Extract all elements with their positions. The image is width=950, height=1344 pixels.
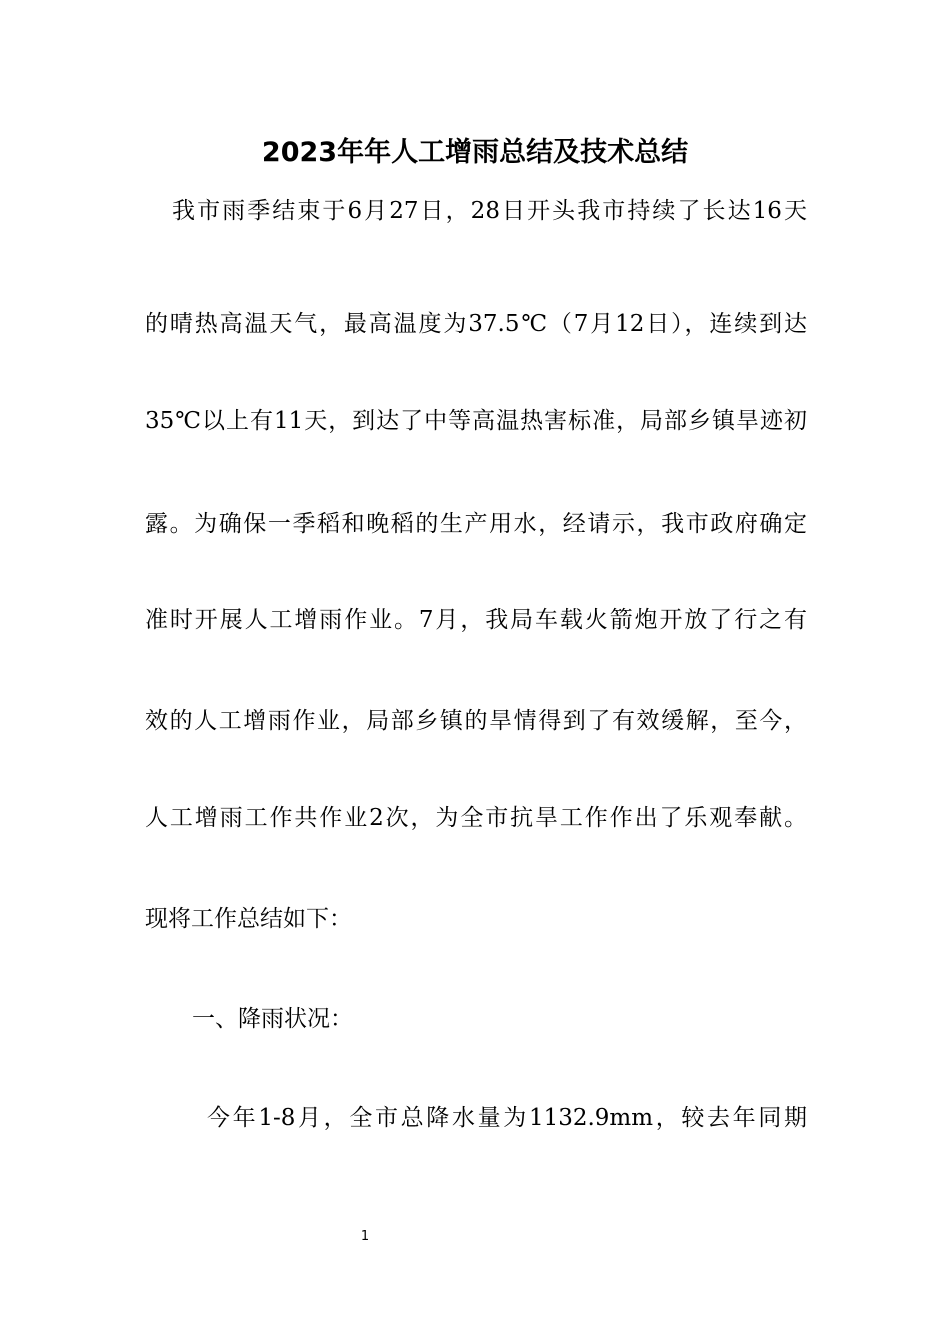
paragraph-line-1: 我市雨季结束于6月27日，28日开头我市持续了长达16天 — [172, 198, 807, 224]
paragraph-line-3: 35℃以上有11天，到达了中等高温热害标准，局部乡镇旱迹初 — [145, 408, 807, 434]
page-number: 1 — [360, 1229, 370, 1244]
section-heading: 一、降雨状况： — [192, 1006, 353, 1032]
paragraph-line-7: 人工增雨工作共作业2次，为全市抗旱工作作出了乐观奉献。 — [145, 805, 807, 831]
document-title: 2023年年人工增雨总结及技术总结 — [261, 137, 689, 168]
paragraph-line-8: 现将工作总结如下： — [145, 906, 352, 932]
paragraph-line-2: 的晴热高温天气，最高温度为37.5℃（7月12日），连续到达 — [145, 311, 807, 337]
paragraph-line-4: 露。为确保一季稻和晚稻的生产用水，经请示，我市政府确定 — [145, 511, 807, 537]
paragraph-line-9: 今年1-8月，全市总降水量为1132.9mm，较去年同期 — [207, 1105, 807, 1131]
paragraph-line-5: 准时开展人工增雨作业。7月，我局车载火箭炮开放了行之有 — [145, 607, 807, 633]
paragraph-line-6: 效的人工增雨作业，局部乡镇的旱情得到了有效缓解，至今， — [145, 708, 807, 734]
